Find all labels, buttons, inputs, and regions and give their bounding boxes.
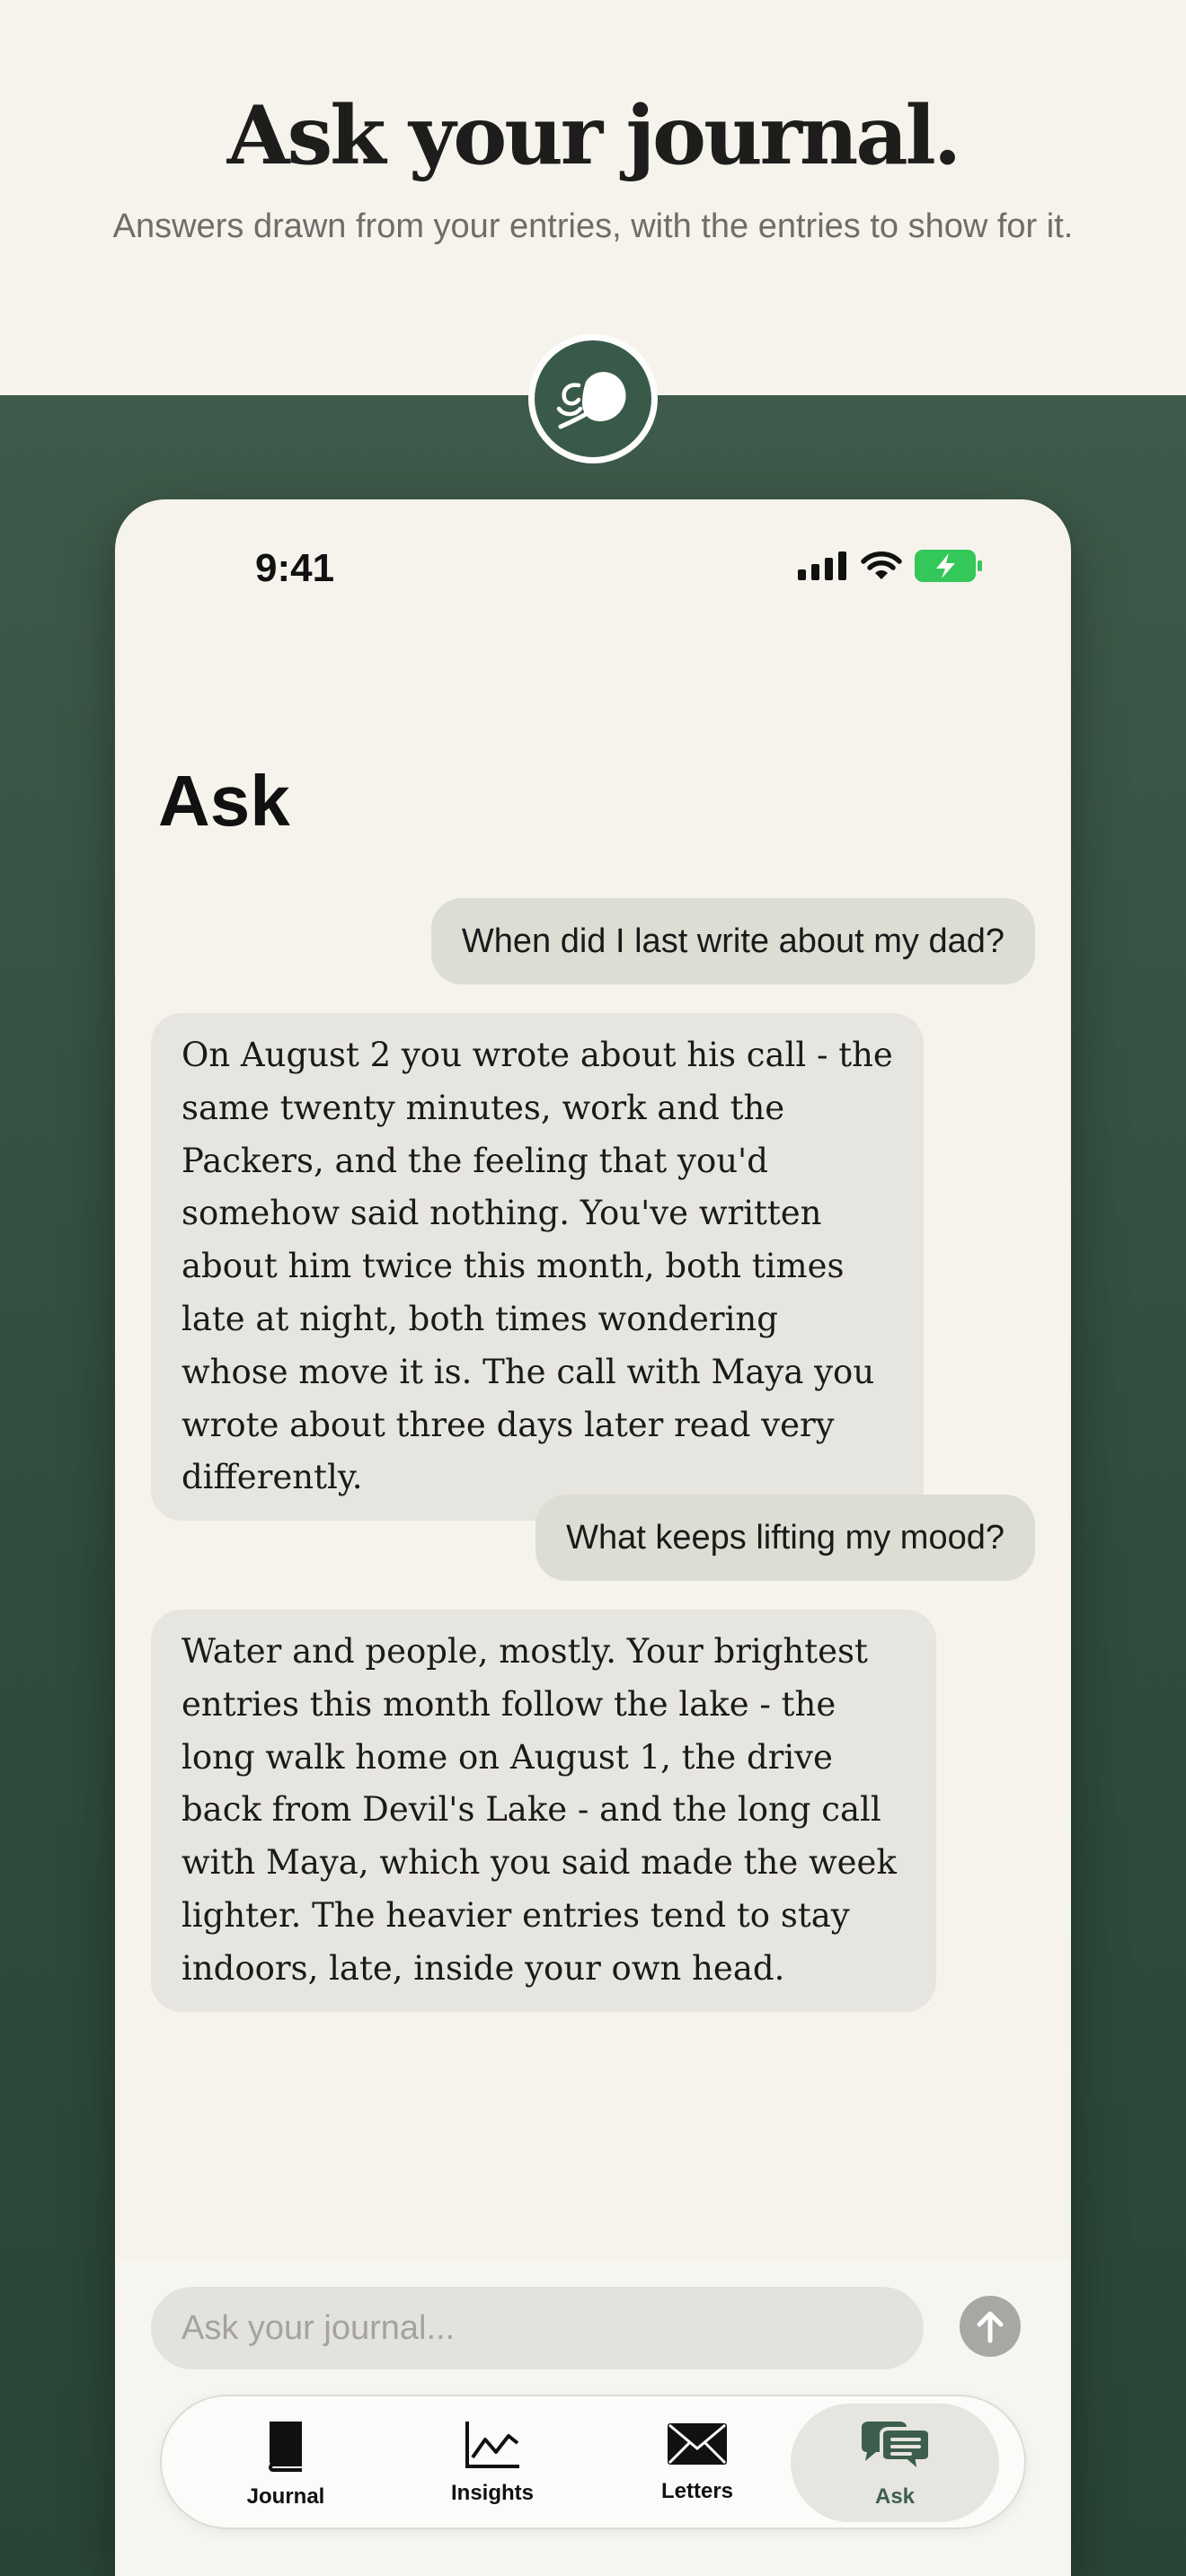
hero-title: Ask your journal. [226,88,960,183]
tab-label: Letters [660,2479,734,2503]
assistant-message: Water and people, mostly. Your brightest entries this month follow the lake - the long walk home on August 1, the drive back from Devil's Lake - and the long call with Maya, which you said made the week lighter. The heavier entries tend to stay indoors, late, inside your own head. [151,1610,936,2012]
tab-label: Insights [450,2481,534,2505]
phone-screen [115,499,1071,2576]
tab-label: Journal [246,2484,325,2509]
status-icons [798,550,983,587]
arrow-up-icon [974,2308,1006,2344]
page-title: Ask [158,761,290,841]
composer [115,2260,1071,2576]
envelope-icon [666,2420,729,2468]
signal-icon [798,551,848,585]
tab-ask[interactable] [791,2404,999,2522]
chat-bubbles-icon [858,2420,932,2474]
ask-input[interactable] [151,2287,924,2369]
wifi-icon [861,551,902,586]
chart-line-icon [464,2420,521,2470]
tab-label: Ask [874,2484,916,2509]
tab-letters[interactable] [593,2404,801,2522]
send-button[interactable] [960,2296,1021,2357]
status-time: 9:41 [255,546,335,590]
tab-bar [160,2395,1026,2529]
user-message: When did I last write about my dad? [431,898,1035,984]
tab-journal[interactable] [181,2404,390,2522]
assistant-message: On August 2 you wrote about his call - the same twenty minutes, work and the Packers, and the feeling that you'd somehow said nothing. You've written about him twice this month, both times late at night, both times wondering whose move it is. The call with Maya you wrote about three days later read very differently. [151,1013,924,1521]
book-icon [264,2420,307,2474]
tab-insights[interactable] [388,2404,597,2522]
leaf-logo-icon [528,334,658,463]
hero-subtitle: Answers drawn from your entries, with the entries to show for it. [112,207,1074,245]
battery-charging-icon [915,550,983,587]
user-message: What keeps lifting my mood? [535,1495,1035,1581]
